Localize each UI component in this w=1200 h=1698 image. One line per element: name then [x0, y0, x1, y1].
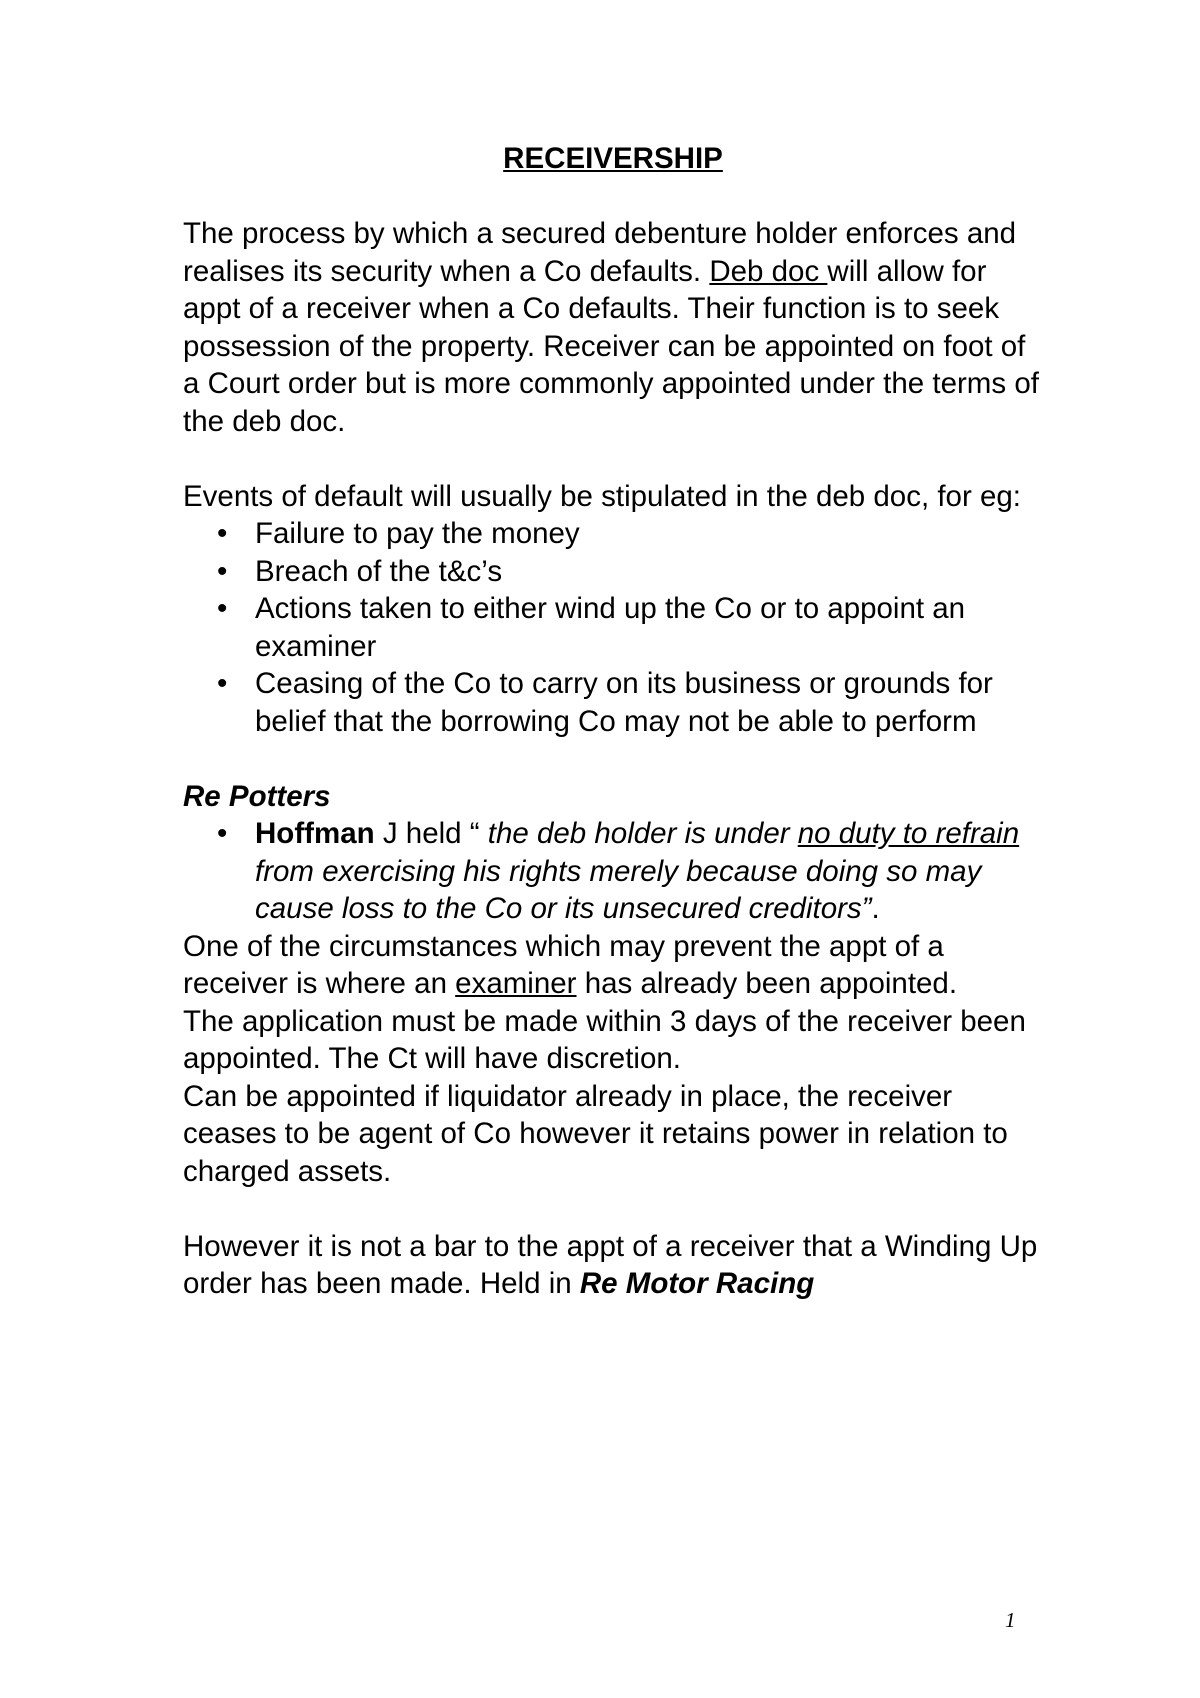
quote-underlined: no duty to refrain — [797, 817, 1020, 850]
spacer — [183, 1190, 1043, 1228]
circumstances-paragraph — [183, 928, 1043, 1003]
winding-up-paragraph — [183, 1228, 1043, 1303]
deb-doc-underlined: Deb doc — [709, 254, 828, 288]
list-item: • Breach of the t&c’s — [255, 553, 1043, 591]
potters-list — [183, 815, 1043, 928]
case-name-motor-racing: Re Motor Racing — [579, 1267, 815, 1300]
spacer — [183, 740, 1043, 778]
case-heading-potters: Re Potters — [183, 779, 331, 813]
defaults-lead: Events of default will usually be stipulated in the deb doc, for eg: — [183, 479, 1021, 513]
intro-paragraph — [183, 215, 1043, 440]
intro-text: The process by which a secured debenture holder enforces and realises its security when a Co defaults. — [183, 217, 1017, 288]
defaults-list — [183, 515, 1043, 740]
spacer — [183, 440, 1043, 478]
quote-end: . — [871, 892, 880, 925]
winding-up-text: However it is not a bar to the appt of a receiver that a Winding Up order has been made. Held in — [183, 1229, 1038, 1300]
list-item: • Failure to pay the money — [255, 515, 1043, 553]
application-paragraph: The application must be made within 3 days of the receiver been appointed. The Ct will have discretion. — [183, 1004, 1026, 1075]
list-item: • Ceasing of the Co to carry on its business or grounds for belief that the borrowing Co may not be able to perform — [255, 665, 1043, 740]
list-item: • Actions taken to either wind up the Co or to appoint an examiner — [255, 590, 1043, 665]
list-item — [255, 815, 1043, 928]
page-title: RECEIVERSHIP — [503, 142, 723, 175]
page-number: 1 — [1005, 1608, 1016, 1632]
liquidator-paragraph: Can be appointed if liquidator already in place, the receiver ceases to be agent of Co however it retains power in relation to charged assets. — [183, 1079, 1008, 1188]
held-text: J held “ — [374, 817, 488, 850]
circumstances-text: One of the circumstances which may prevent the appt of a receiver is where an — [183, 929, 944, 1000]
quote-text-continued: from exercising his rights merely because doing so may cause loss to the Co or its unsecured creditors” — [255, 854, 982, 925]
examiner-underlined: examiner — [455, 967, 577, 1000]
intro-text-continued: will allow for appt of a receiver when a Co defaults. Their function is to seek possession of the property. Receiver can be appointed on foot of a Court order but is more commonly appointed under the terms of the deb doc. — [183, 254, 1039, 438]
document-body — [183, 140, 1043, 1303]
circumstances-text-continued: has already been appointed. — [576, 967, 958, 1000]
quote-text: the deb holder is under — [487, 817, 798, 850]
judge-name: Hoffman — [255, 817, 375, 850]
